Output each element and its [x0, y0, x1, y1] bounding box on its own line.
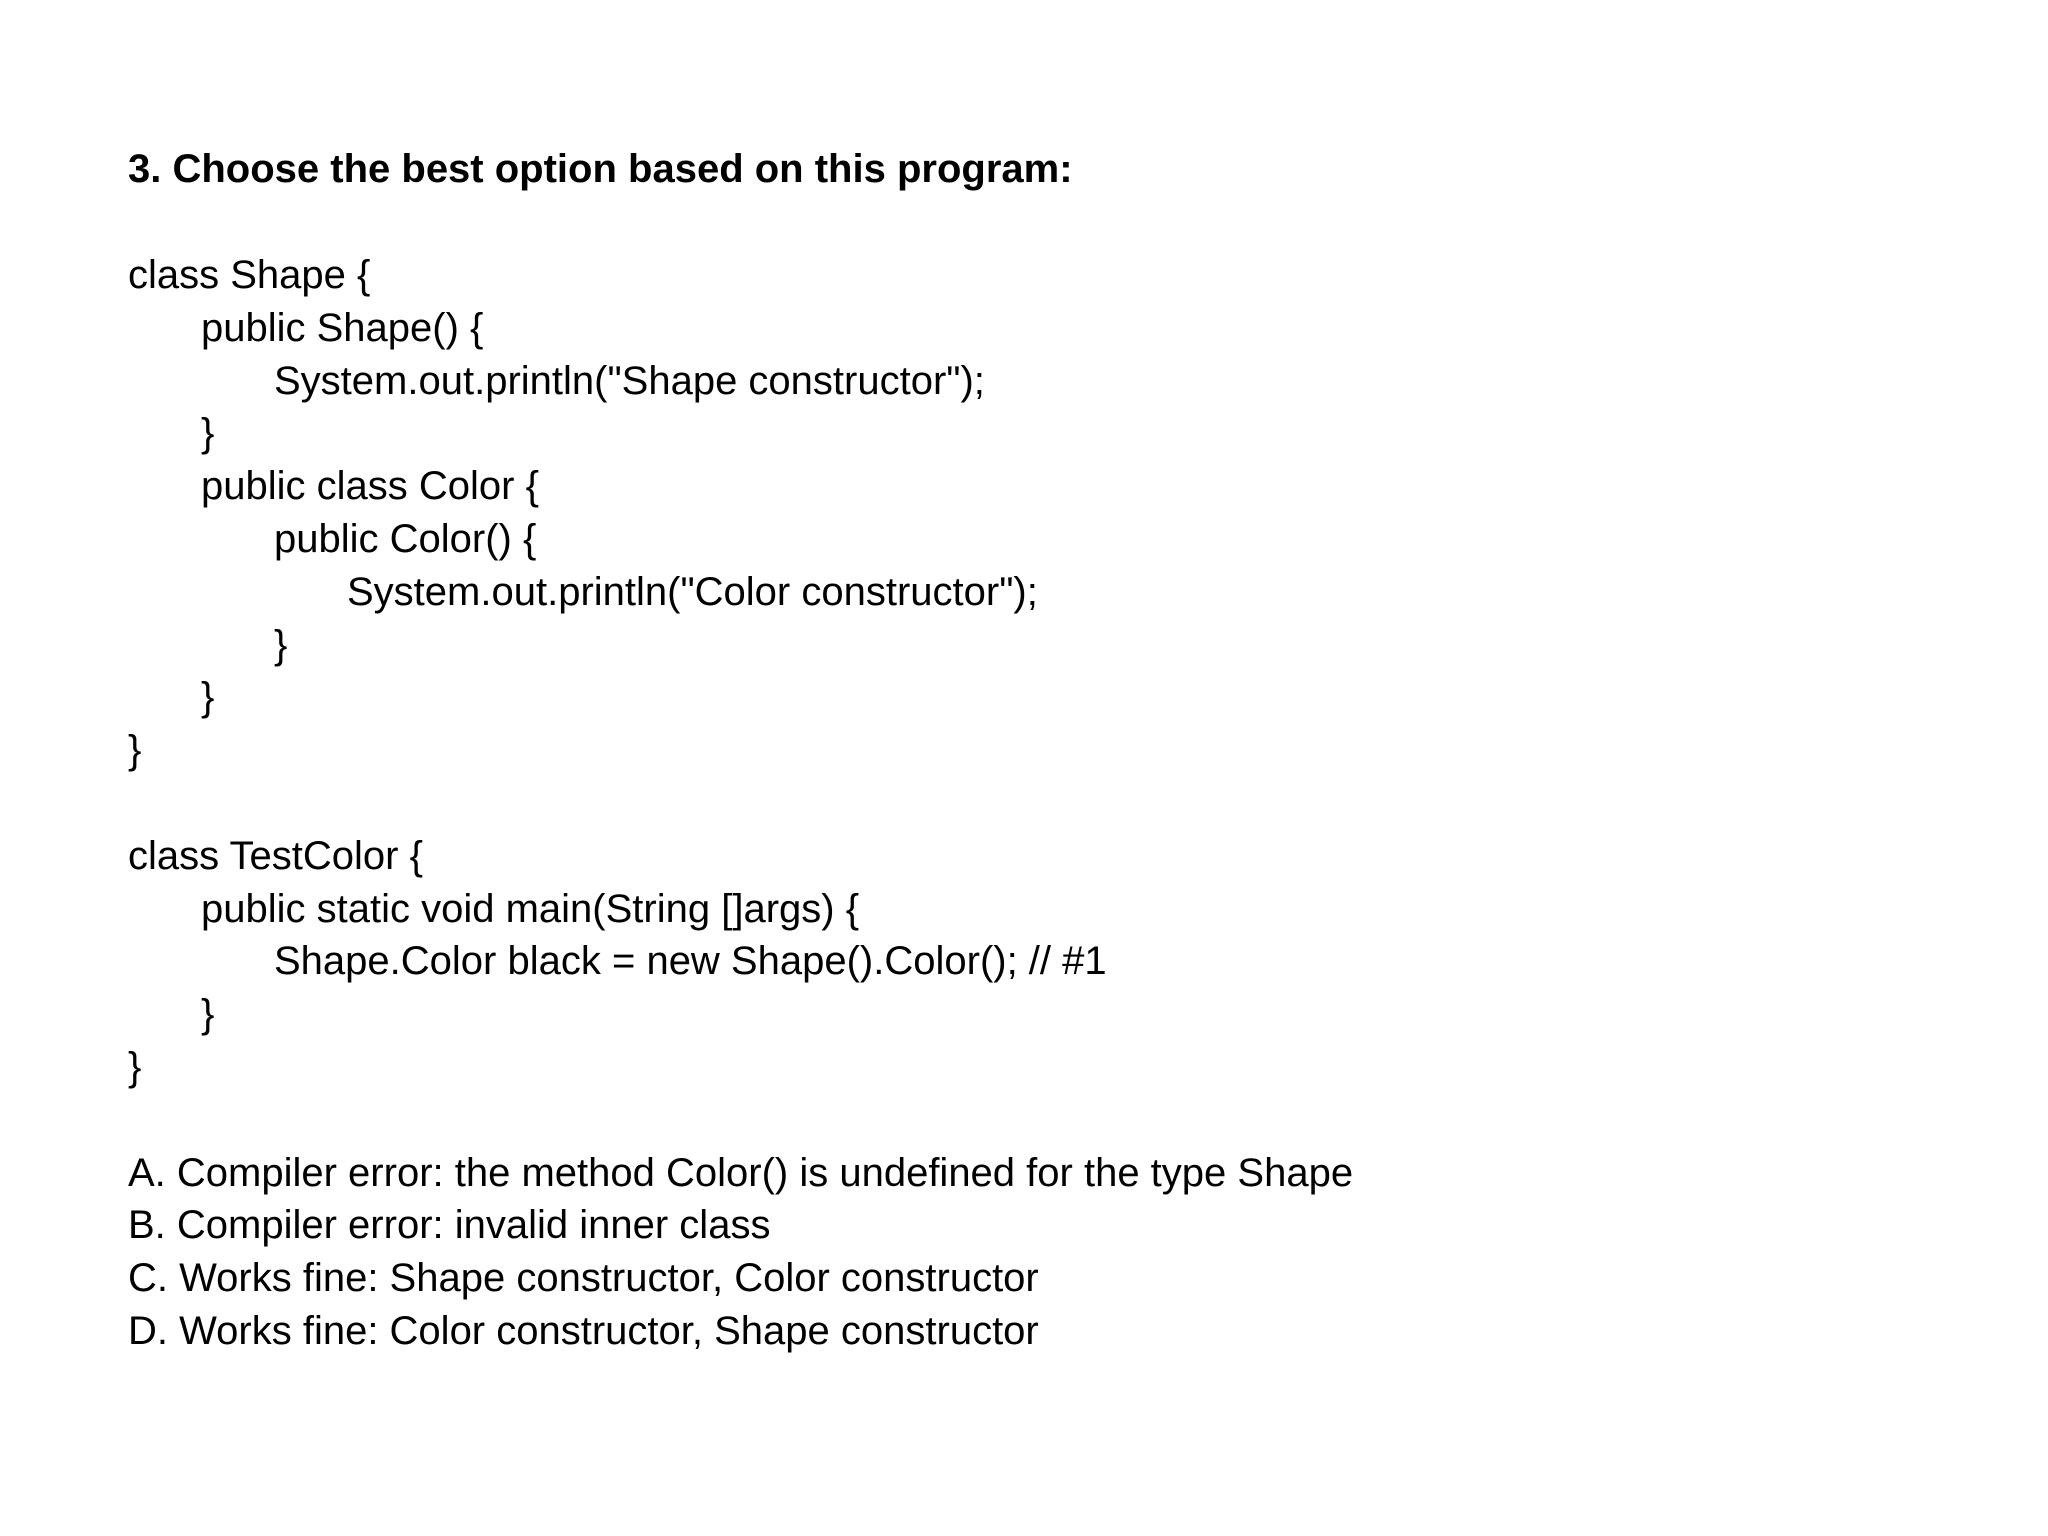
- answer-option-c: C. Works fine: Shape constructor, Color constructor: [128, 1256, 1039, 1301]
- answer-options: [128, 1147, 2008, 1358]
- code-line: }: [274, 622, 288, 667]
- answer-option-b: B. Compiler error: invalid inner class: [128, 1203, 771, 1248]
- question-title: 3. Choose the best option based on this program:: [128, 147, 1073, 191]
- code-line: System.out.println("Color constructor");: [347, 569, 1038, 614]
- code-line: Shape.Color black = new Shape().Color(); // #1: [274, 939, 1107, 984]
- code-line: }: [128, 728, 142, 773]
- code-listing: [128, 249, 2008, 1094]
- code-line: }: [201, 411, 215, 456]
- code-line: public Color() {: [274, 516, 537, 561]
- answer-option-d: D. Works fine: Color constructor, Shape constructor: [128, 1308, 1039, 1353]
- code-line: class TestColor {: [128, 833, 423, 878]
- code-line: public class Color {: [201, 464, 539, 509]
- code-line: }: [201, 992, 215, 1037]
- code-line: public Shape() {: [201, 305, 484, 350]
- code-line: class Shape {: [128, 253, 371, 297]
- blank-line: [128, 777, 2008, 830]
- code-line: }: [201, 675, 215, 720]
- code-line: System.out.println("Shape constructor");: [274, 358, 985, 403]
- question-page: [128, 143, 2008, 1358]
- code-line: }: [128, 1044, 142, 1089]
- answer-option-a: A. Compiler error: the method Color() is undefined for the type Shape: [128, 1150, 1354, 1195]
- code-line: public static void main(String []args) {: [201, 886, 860, 931]
